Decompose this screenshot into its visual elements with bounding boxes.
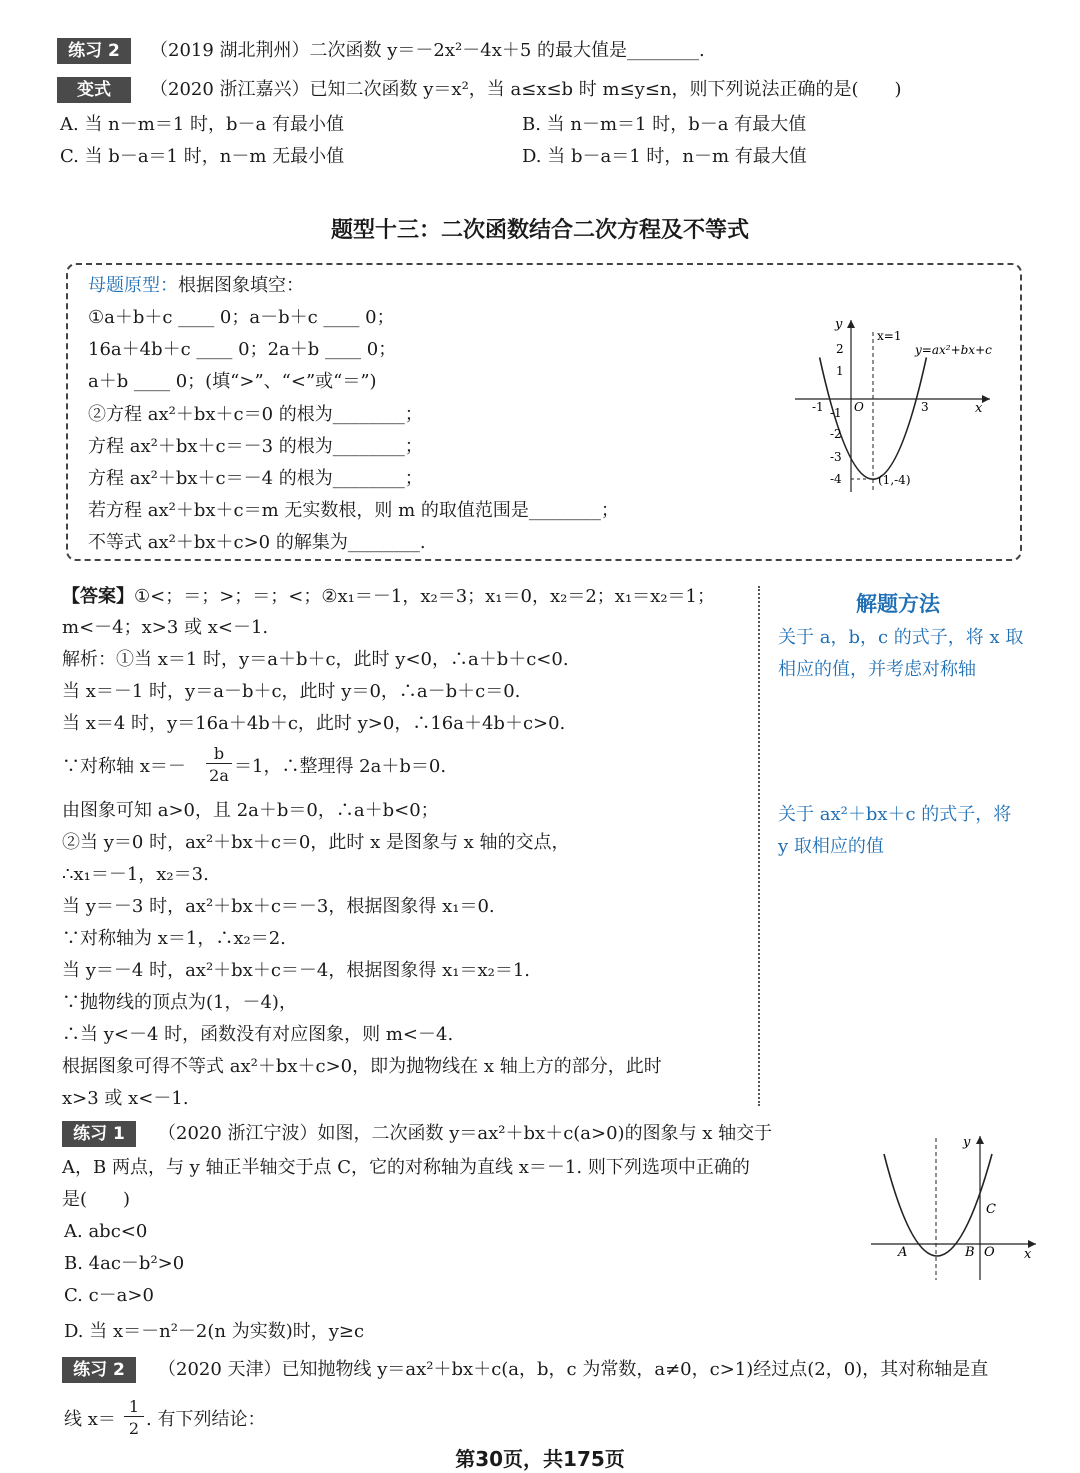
y-tick: -1 (830, 406, 842, 420)
column-divider (758, 586, 760, 1106)
method-tip: 相应的值，并考虑对称轴 (778, 659, 976, 680)
y-axis-arrow (976, 1136, 984, 1144)
x-tick: -1 (812, 400, 824, 414)
y-tick: -3 (830, 450, 842, 464)
analysis-line: ∴x₁＝－1，x₂＝3. (62, 864, 209, 885)
point-a-label: A (898, 1245, 908, 1260)
mother-intro: 根据图象填空： (178, 275, 304, 296)
fraction-denominator: 2 (128, 1419, 140, 1438)
vertex-label: (1,-4) (878, 473, 911, 487)
y-tick: -4 (830, 472, 842, 486)
analysis-line: 根据图象可得不等式 ax²＋bx＋c>0，即为抛物线在 x 轴上方的部分，此时 (62, 1056, 662, 1077)
option-a: A. 当 n－m＝1 时，b－a 有最小值 (60, 114, 344, 135)
y-tick: 1 (836, 364, 844, 378)
analysis-line: 当 x＝4 时，y＝16a＋4b＋c，此时 y>0，∴16a＋4b＋c>0. (62, 713, 566, 734)
y-axis-arrow (847, 320, 855, 328)
analysis-line: 当 x＝－1 时，y＝a－b＋c，此时 y＝0，∴a－b＋c＝0. (62, 681, 521, 702)
method-tip: 关于 ax²＋bx＋c 的式子，将 (778, 804, 1012, 825)
y-axis-label: y (835, 317, 843, 332)
question-text: 是( ) (62, 1189, 131, 1210)
analysis-line: 当 y＝－4 时，ax²＋bx＋c＝－4，根据图象得 x₁＝x₂＝1. (62, 960, 530, 981)
practice1-graph (866, 1128, 1041, 1283)
symmetry-label: x=1 (877, 329, 902, 343)
practice-tag: 练习 2 (62, 1357, 136, 1383)
mother-prompt (88, 275, 304, 297)
parabola-curve (884, 1154, 992, 1256)
method-tip: y 取相应的值 (778, 836, 884, 857)
answer-line (62, 586, 715, 608)
fraction-numerator: b (206, 744, 232, 764)
variant-tag: 变式 (57, 77, 131, 103)
mother-label: 母题原型： (88, 275, 178, 296)
option-d: D. 当 b－a＝1 时，n－m 有最大值 (522, 146, 807, 167)
analysis-line: x>3 或 x<－1. (62, 1088, 189, 1109)
option-b: B. 4ac－b²>0 (64, 1253, 185, 1274)
mother-line: a＋b ____ 0；(填“>”、“<”或“＝”) (88, 371, 377, 392)
question-text: （2020 天津）已知抛物线 y＝ax²＋bx＋c(a，b，c 为常数，a≠0，c>1)经过点(2，0)，其对称轴是直 (158, 1359, 989, 1380)
option-c: C. 当 b－a＝1 时，n－m 无最小值 (60, 146, 345, 167)
fraction-numerator: 1 (124, 1397, 144, 1417)
y-axis-label: y (963, 1135, 971, 1150)
question-text: （2019 湖北荆州）二次函数 y＝－2x²－4x＋5 的最大值是________. (150, 40, 705, 61)
mother-line: 16a＋4b＋c ____ 0；2a＋b ____ 0； (88, 339, 397, 360)
origin-label: O (854, 400, 864, 414)
point-c-label: C (986, 1202, 996, 1217)
y-tick: 2 (836, 342, 844, 356)
analysis-line: 解析：①当 x＝1 时，y＝a＋b＋c，此时 y<0，∴a＋b＋c<0. (62, 649, 569, 670)
analysis-line: ∵对称轴 x＝－ (62, 756, 186, 777)
option-b: B. 当 n－m＝1 时，b－a 有最大值 (522, 114, 807, 135)
practice-tag: 练习 1 (62, 1121, 136, 1147)
question-text: （2020 浙江嘉兴）已知二次函数 y＝x²，当 a≤x≤b 时 m≤y≤n，则下列说法正确的是( ) (150, 79, 902, 100)
option-d: D. 当 x＝－n²－2(n 为实数)时，y≥c (64, 1321, 365, 1342)
analysis-line: ∴当 y<－4 时，函数没有对应图象，则 m<－4. (62, 1024, 454, 1045)
question-text: A，B 两点，与 y 轴正半轴交于点 C，它的对称轴为直线 x＝－1. 则下列选项中正确的 (62, 1157, 750, 1178)
parabola-graph (790, 312, 1005, 497)
analysis-line: ②当 y＝0 时，ax²＋bx＋c＝0，此时 x 是图象与 x 轴的交点， (62, 832, 570, 853)
option-a: A. abc<0 (64, 1221, 148, 1242)
answer-text: ①<；＝；>；＝；<；②x₁＝－1，x₂＝3；x₁＝0，x₂＝2；x₁＝x₂＝1； (134, 586, 715, 607)
page-number: 第30页，共175页 (455, 1447, 625, 1471)
x-axis-label: x (1024, 1247, 1032, 1262)
section-title: 题型十三：二次函数结合二次方程及不等式 (330, 218, 749, 243)
point-b-label: B (965, 1245, 975, 1260)
analysis-line: ＝1，∴整理得 2a＋b＝0. (234, 756, 447, 777)
x-tick: 3 (921, 400, 929, 414)
mother-line: 方程 ax²＋bx＋c＝－4 的根为________； (88, 468, 423, 489)
question-text: . 有下列结论： (146, 1409, 266, 1430)
mother-line: 若方程 ax²＋bx＋c＝m 无实数根，则 m 的取值范围是________； (88, 500, 619, 521)
practice-tag: 练习 2 (57, 38, 131, 64)
analysis-line: ∵对称轴为 x＝1，∴x₂＝2. (62, 928, 286, 949)
analysis-line: ∵抛物线的顶点为(1，－4)， (62, 992, 297, 1013)
answer-line: m<－4；x>3 或 x<－1. (62, 617, 269, 638)
option-c: C. c－a>0 (64, 1285, 154, 1306)
curve-label: y=ax²+bx+c (915, 343, 992, 357)
question-text: （2020 浙江宁波）如图，二次函数 y＝ax²＋bx＋c(a>0)的图象与 x 轴交于 (158, 1123, 773, 1144)
mother-line: ①a＋b＋c ____ 0；a－b＋c ____ 0； (88, 307, 395, 328)
method-title: 解题方法 (856, 592, 940, 616)
method-tip: 关于 a，b，c 的式子，将 x 取 (778, 627, 1024, 648)
answer-tag: 【答案】 (62, 586, 134, 607)
x-axis-label: x (975, 401, 983, 416)
analysis-line: 由图象可知 a>0，且 2a＋b＝0，∴a＋b<0； (62, 800, 439, 821)
analysis-line: 当 y＝－3 时，ax²＋bx＋c＝－3，根据图象得 x₁＝0. (62, 896, 495, 917)
origin-label: O (984, 1245, 995, 1260)
mother-line: 方程 ax²＋bx＋c＝－3 的根为________； (88, 436, 423, 457)
fraction-denominator: 2a (209, 766, 229, 785)
question-text: 线 x＝ (64, 1409, 116, 1430)
x-axis-arrow (982, 395, 990, 403)
y-tick: -2 (830, 427, 842, 441)
mother-line: 不等式 ax²＋bx＋c>0 的解集为________. (88, 532, 426, 553)
mother-line: ②方程 ax²＋bx＋c＝0 的根为________； (88, 404, 423, 425)
